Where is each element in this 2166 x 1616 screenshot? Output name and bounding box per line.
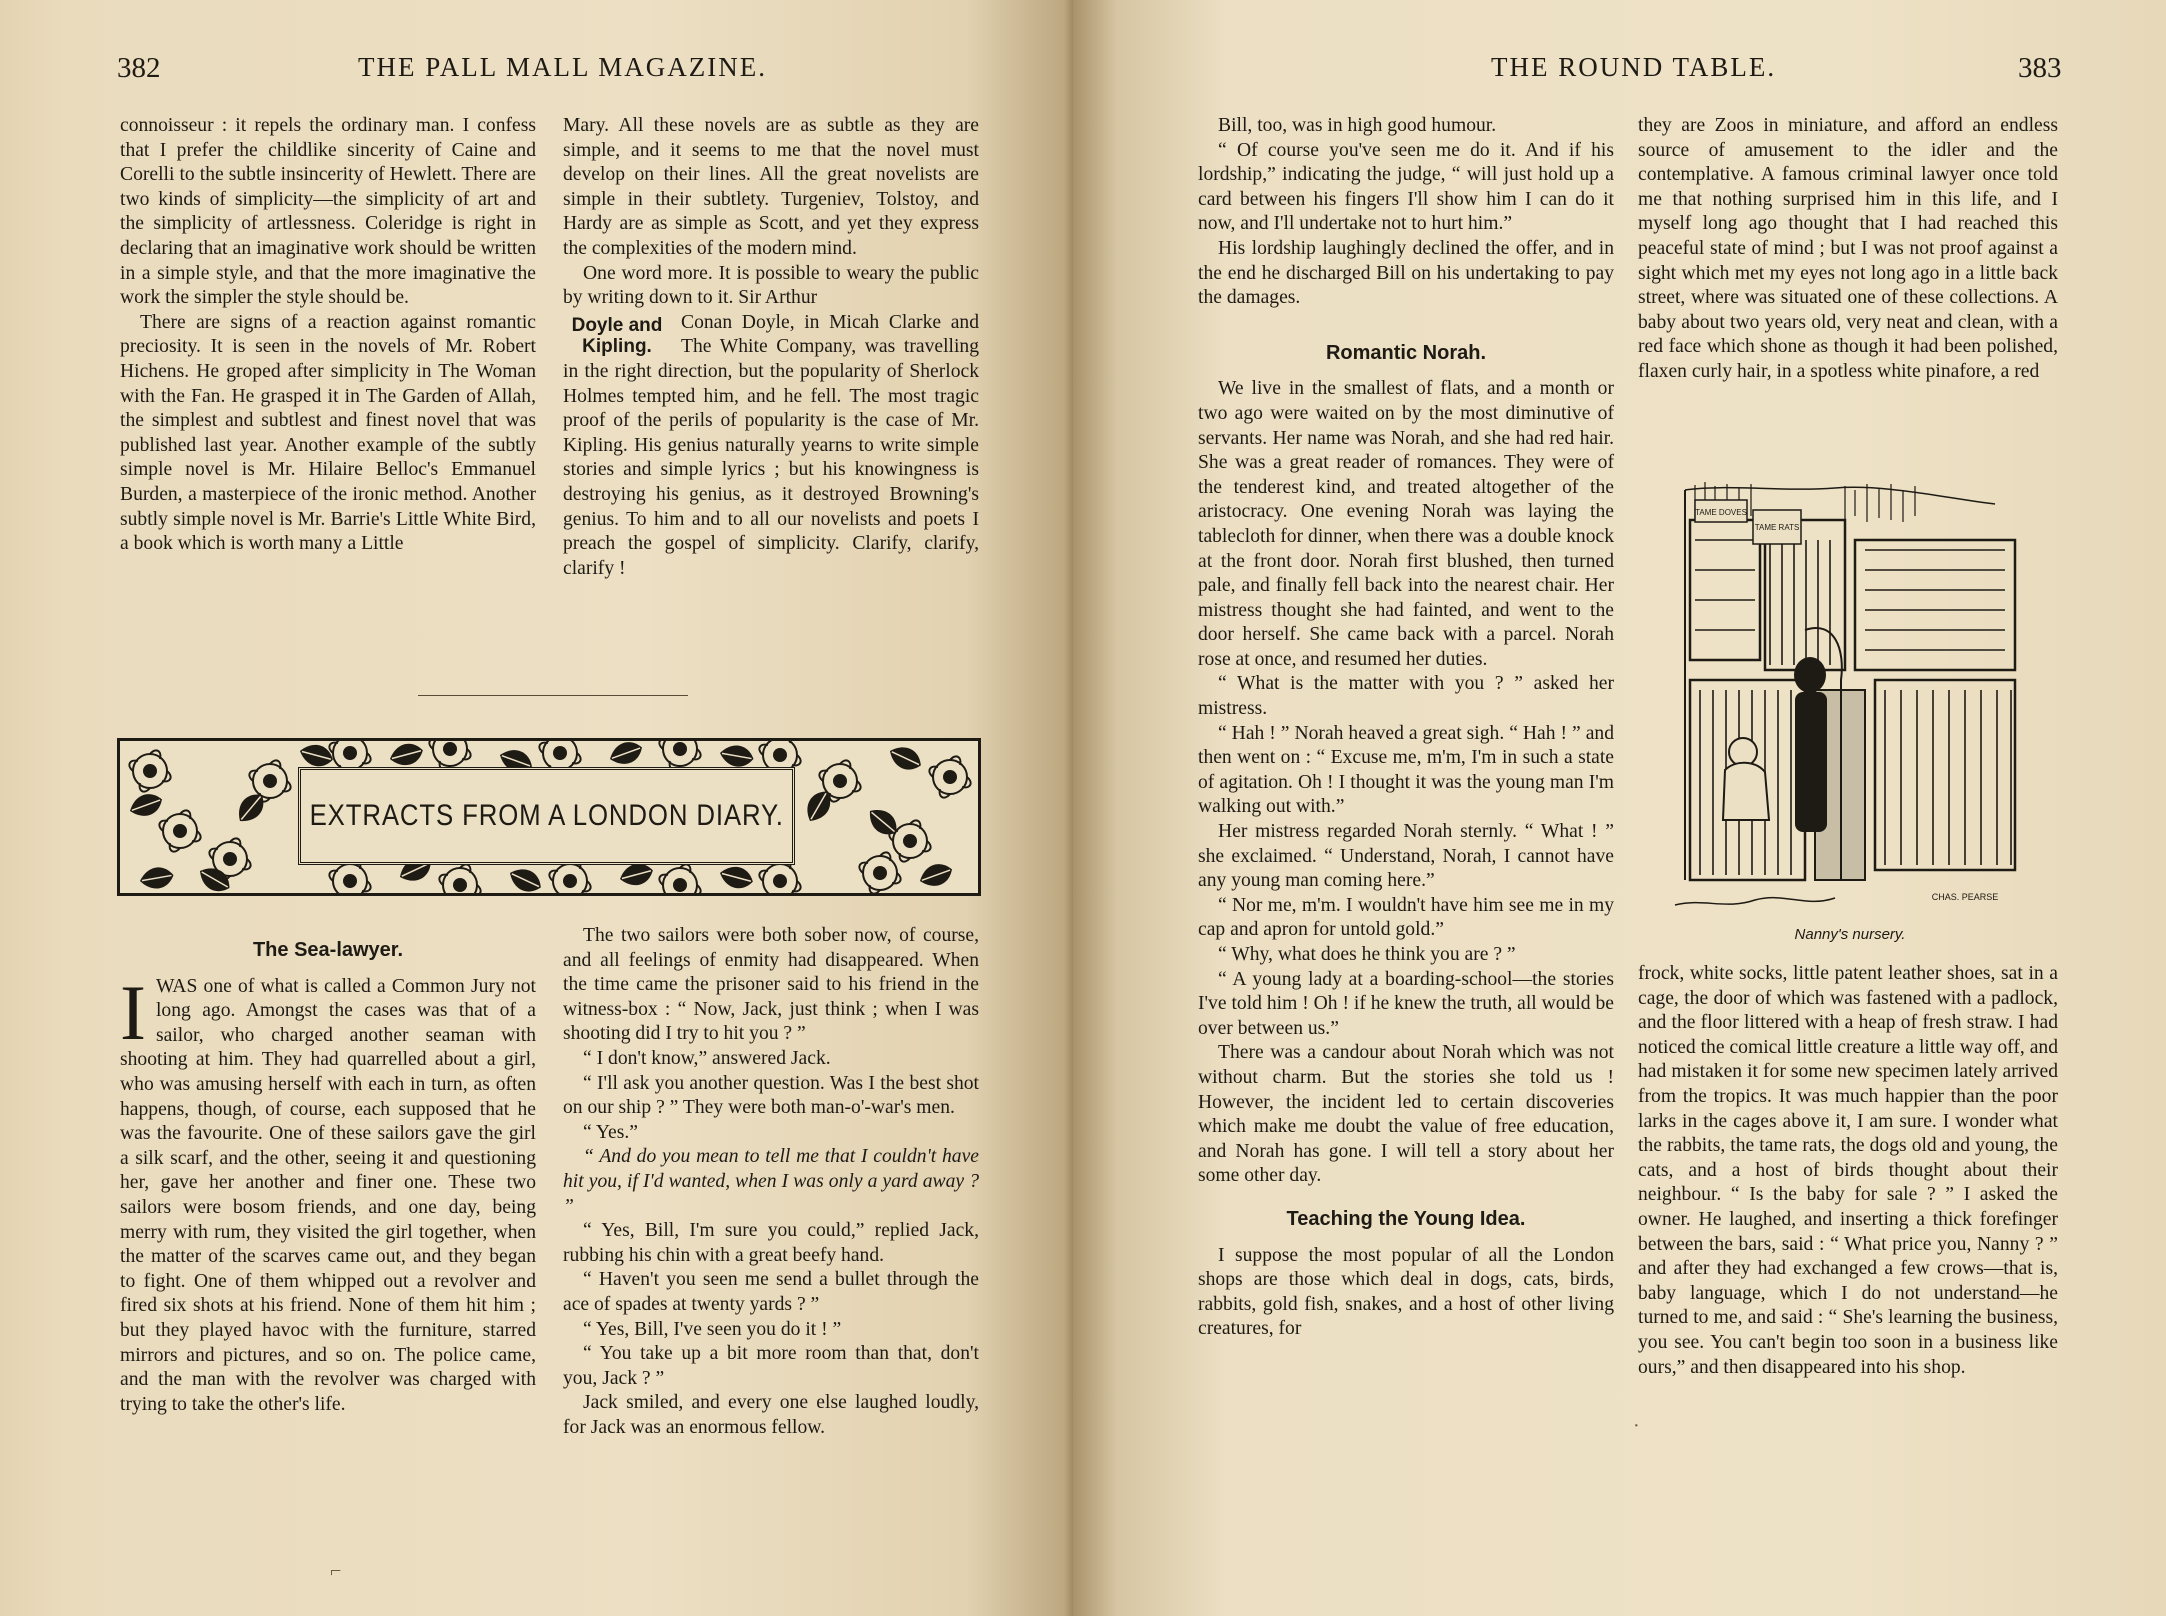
sign-tame-doves-text: TAME DOVES: [1695, 508, 1747, 517]
drop-cap: I: [120, 968, 146, 1056]
paragraph: “ Yes.”: [583, 1121, 638, 1143]
paragraph: “ Nor me, m'm. I wouldn't have him see me in my cap and apron for untold gold.”: [1198, 894, 1614, 941]
paragraph: His lordship laughingly declined the offer, and in the end he discharged Bill on his undertaking to pay the damages.: [1198, 237, 1614, 309]
paragraph: The two sailors were both sober now, of course, and all feelings of enmity had disappeared. When the time came the prisoner said to his friend in the witness-box : “ Now, Jack, just think ; when I was shooting did I try to hit you ? ”: [563, 925, 979, 1045]
page-number-right: 383: [2018, 52, 2062, 84]
paragraph: “ Haven't you seen me send a bullet through the ace of spades at twenty yards ? ”: [563, 1269, 979, 1315]
paragraph: “ Of course you've seen me do it. And if his lordship,” indicating the judge, “ will just hold up a card between his fingers I'll show him I can do it now, and I'll undertake not to hurt him.”: [1198, 139, 1614, 235]
paragraph: There was a candour about Norah which was not without charm. But the stories she told us ! However, the incident led to certain discoveries which make me doubt the value of free education, and Norah has gone. I will tell a story about her some other day.: [1198, 1042, 1614, 1187]
paragraph: connoisseur : it repels the ordinary man. I confess that I prefer the childlike sincerity of Caine and Corelli to the subtle insincerity of Hewlett. There are two kinds of simplicity—the simplicity of art and the simplicity of artlessness. Coleridge is right in declaring that an imaginative work should be written in a simple style, and that the more imaginative the work the simpler the style should be.: [120, 115, 536, 309]
side-note: Doyle and Kipling.: [571, 314, 663, 357]
paragraph: WAS one of what is called a Common Jury not long ago. Amongst the cases was that of a sailor, who charged another seaman with shooting at him. They had quarrelled about a girl, who was amusing herself with each in turn, as often happens, though, of course, each supposed that he was the favourite. One of these sailors gave the girl a silk scarf, and the other, seeing it and questioning her, gave her another and finer one. These two sailors were bosom friends, and one day, being merry with rum, they visited the girl together, when the matter of the scarves came out, and they began to fight. One of them whipped out a revolver and fired six shots at his friend. None of them hit him ; but they played havoc with the furniture, starred mirrors and pictures, and so on. The police came, and the man with the revolver was charged with trying to take the other's life.: [120, 975, 536, 1415]
paragraph: frock, white socks, little patent leather shoes, sat in a cage, the door of which was fastened with a padlock, and the floor littered with a heap of fresh straw. I had noticed the comical little creature a little way off, and had mistaken it for some new specimen lately arrived from the tropics. It was much happier than the poor larks in the cages above it, I am sure. I wonder what the rabbits, the tame rats, the dogs old and young, the cats, and a host of birds thought about their neighbour. “ Is the baby for sale ? ” I asked the owner. He laughed, and inserting a thick forefinger between the bars, said : “ What price you, Nanny ? ” and after they had exchanged a few crows—that is, baby language, which I do not understand—he turned to me, and said : “ She's learning the business, you see. You can't begin too soon in a business like ours,” and then disappeared into his shop.: [1638, 963, 2058, 1378]
banner-title-box: [298, 767, 795, 865]
left-column-3: [120, 924, 536, 1417]
illustration-caption: Nanny's nursery.: [1794, 926, 1906, 943]
artist-signature: CHAS. PEARSE: [1931, 892, 1999, 902]
divider-rule: [418, 695, 688, 696]
paragraph: One word more. It is possible to weary the public by writing down to it. Sir Arthur: [563, 262, 979, 309]
paragraph: Conan Doyle, in Micah Clarke and The White Company, was travelling in the right direction, but the popularity of Sherlock Holmes tempted him, and he fell. The most tragic proof of the perils of popularity is the case of Mr. Kipling. His genius naturally yearns to write simple stories and simple lyrics ; but his knowingness is destroying his genius, as it destroyed Browning's genius. To him and to all our novelists and poets I preach the gospel of simplicity. Clarify, clarify, clarify !: [563, 311, 979, 579]
paragraph: “ Hah ! ” Norah heaved a great sigh. “ Hah ! ” and then went on : “ Excuse me, m'm, I'm in such a state of agitation. Oh ! I thought it was the young man I'm walking out with.”: [1198, 722, 1614, 818]
paragraph: “ You take up a bit more room than that, don't you, Jack ? ”: [563, 1343, 979, 1389]
paragraph: “ What is the matter with you ? ” asked her mistress.: [1198, 673, 1614, 720]
page-number-left: 382: [117, 52, 161, 84]
right-column-1: [1198, 114, 1614, 1342]
sign-tame-rats-text: TAME RATS: [1754, 523, 1800, 532]
paragraph: We live in the smallest of flats, and a month or two ago were waited on by the most diminutive of servants. Her name was Norah, and she had red hair. She was a great reader of romances. They were of the tenderest kind, and treated altogether of the aristocracy. One evening Norah was laying the tablecloth for dinner, when there was a double knock at the front door. Norah first blushed, then turned pale, and finally fell back into the nearest chair. Her mistress thought she had fainted, and went to the door herself. She came back with a parcel. Norah rose at once, and resumed her duties.: [1198, 378, 1614, 670]
section-banner: [117, 738, 981, 896]
left-column-2: [563, 114, 979, 581]
section-heading: Romantic Norah.: [1325, 341, 1487, 364]
running-header-right: THE ROUND TABLE.: [1491, 52, 1777, 82]
paragraph: Mary. All these novels are as subtle as they are simple, and it seems to me that the novel must develop on their lines. All the great novelists are simple in their subtlety. Turgeniev, Tolstoy, and Hardy are as simple as Scott, and yet they express the complexities of the modern mind.: [563, 115, 979, 259]
right-column-2-bottom: [1638, 962, 2058, 1380]
paragraph: Her mistress regarded Norah sternly. “ What ! ” she exclaimed. “ Understand, Norah, I cannot have any young man coming here.”: [1198, 821, 1614, 892]
ink-mark: ⌐: [330, 1560, 342, 1582]
paragraph: “ And do you mean to tell me that I couldn't have hit you, if I'd wanted, when I was only a yard away ? ”: [563, 1146, 979, 1217]
left-column-1: [120, 114, 536, 557]
left-page: [0, 0, 1073, 1616]
ink-mark: ·: [1633, 1415, 1640, 1437]
paragraph: “ I don't know,” answered Jack.: [583, 1047, 831, 1069]
running-header-left: THE PALL MALL MAGAZINE.: [358, 52, 767, 82]
paragraph: “ Yes, Bill, I've seen you do it ! ”: [583, 1318, 842, 1340]
paragraph: “ I'll ask you another question. Was I the best shot on our ship ? ” They were both man-o'-war's men.: [563, 1072, 979, 1119]
nannys-nursery-illustration: [1665, 480, 2035, 920]
paragraph: Jack smiled, and every one else laughed loudly, for Jack was an enormous fellow.: [563, 1392, 979, 1438]
banner-title: EXTRACTS FROM A LONDON DIARY.: [309, 799, 784, 832]
paragraph: Bill, too, was in high good humour.: [1218, 115, 1497, 136]
right-column-2-top: [1638, 114, 2058, 385]
paragraph: “ Why, what does he think you are ? ”: [1218, 944, 1516, 965]
paragraph: they are Zoos in miniature, and afford an endless source of amusement to the idler and the contemplative. A famous criminal lawyer once told me that nothing surprised him in this life, and I myself long ago thought that I had reached this peaceful state of mind ; but I was not proof against a sight which met my eyes not long ago in a little back street, where was situated one of these collections. A baby about two years old, very neat and clean, with a red face which shone as though it had been polished, flaxen curly hair, in a spotless white pinafore, a red: [1638, 115, 2058, 382]
paragraph: “ A young lady at a boarding-school—the stories I've told him ! Oh ! if he knew the truth, all would be over between us.”: [1198, 968, 1614, 1039]
left-column-4: [563, 924, 979, 1440]
section-heading: The Sea-lawyer.: [252, 939, 404, 961]
paragraph: “ Yes, Bill, I'm sure you could,” replied Jack, rubbing his chin with a great beefy hand.: [563, 1220, 979, 1266]
paragraph: There are signs of a reaction against romantic preciosity. It is seen in the novels of Mr. Robert Hichens. He groped after simplicity in The Woman with the Fan. He grasped it in The Garden of Allah, the simplest and subtlest and finest novel that was published last year. Another example of the subtly simple novel is Mr. Hilaire Belloc's Emmanuel Burden, a masterpiece of the ironic method. Another subtly simple novel is Mr. Barrie's Little White Bird, a book which is worth many a Little: [120, 311, 536, 555]
paragraph: I suppose the most popular of all the London shops are those which deal in dogs, cats, birds, rabbits, gold fish, snakes, and a host of other living creatures, for: [1198, 1244, 1614, 1340]
section-heading: Teaching the Young Idea.: [1286, 1207, 1526, 1230]
